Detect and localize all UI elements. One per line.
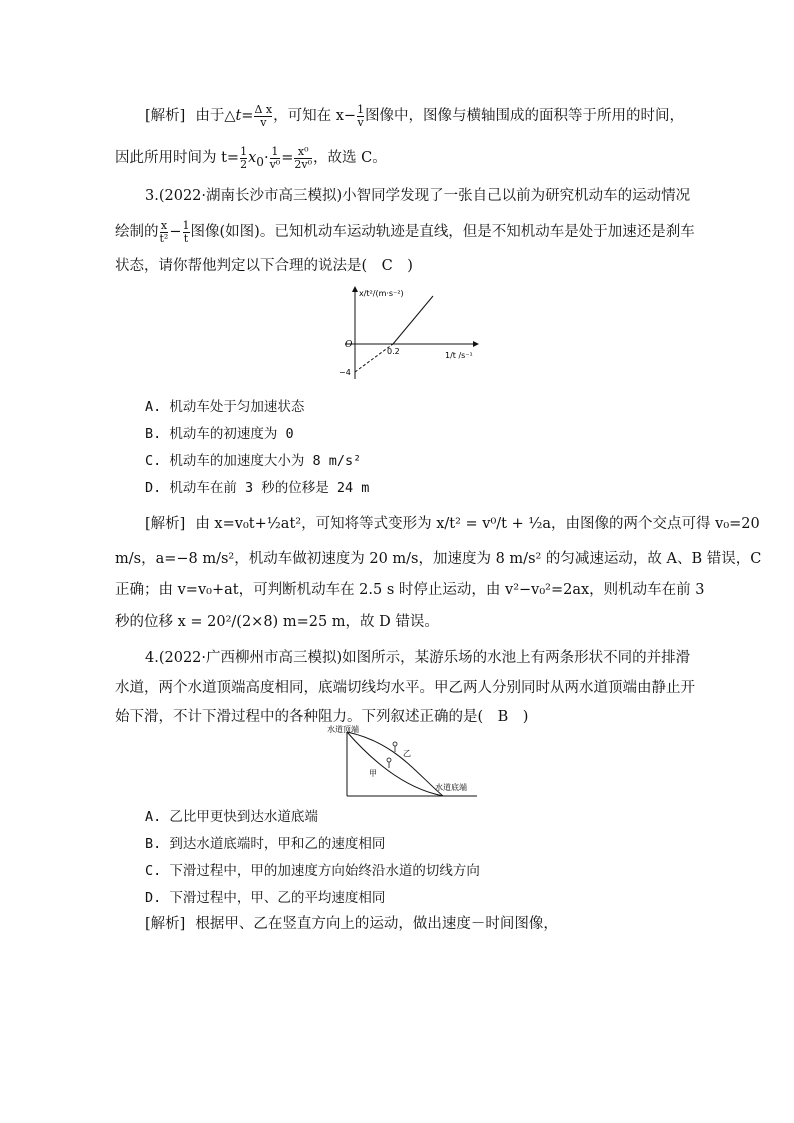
q4-stem-line-1: 4.(2022·广西柳州市高三模拟)如图所示，某游乐场的水池上有两条形状不同的并排滑: [145, 650, 691, 666]
q3-analysis-line-1: [145, 508, 760, 540]
q3-stem-line-3: 状态，请你帮他判定以下合理的说法是( C ): [115, 258, 413, 274]
x-axis-label: 1/t /s⁻¹: [445, 351, 473, 360]
bottom-label: 水道底端: [435, 783, 467, 792]
numerator: 1: [271, 144, 279, 158]
person-yi-icon: [393, 742, 397, 746]
q4-stem-line-2: 水道，两个水道顶端高度相同，底端切线均水平。甲乙两人分别同时从两水道顶端由静止开: [115, 680, 695, 696]
q4-option-c: C. 下滑过程中，甲的加速度方向始终沿水道的切线方向: [145, 863, 480, 879]
denominator: t: [183, 231, 189, 245]
y-tick-label: −4: [339, 368, 351, 377]
fraction: [254, 104, 272, 129]
q3-analysis-line-4: 秒的位移 x = 20²/(2×8) m=25 m，故 D 错误。: [115, 614, 439, 630]
q3-option-c: C. 机动车的加速度大小为 8 m/s²: [145, 453, 362, 469]
q3-stem-line-2: [115, 216, 695, 248]
analysis-tag: [解析]: [145, 516, 186, 532]
label-yi: 乙: [403, 749, 411, 758]
text: −: [169, 224, 182, 240]
denominator: v: [357, 115, 364, 129]
text: =: [281, 150, 294, 166]
analysis-tag: [解析]: [145, 108, 186, 124]
x-tick-label: 0.2: [387, 347, 400, 356]
q3-analysis-line-3: 正确；由 v=v₀+at，可判断机动车在 2.5 s 时停止运动，由 v²−v₀²=2ax，则机动车在前 3: [115, 582, 705, 598]
fraction: [270, 146, 281, 171]
text: ，故选 C。: [312, 150, 387, 166]
text: 绘制的: [115, 224, 159, 240]
fraction: [160, 220, 169, 245]
person-jia-icon: [387, 758, 391, 762]
fraction: [183, 220, 190, 245]
q4-option-b: B. 到达水道底端时，甲和乙的速度相同: [145, 836, 386, 852]
q4-analysis-line-1: [145, 908, 710, 940]
text: t=: [235, 108, 254, 124]
q2-analysis-line-2: [115, 142, 680, 178]
q3-analysis-line-2: m/s，a=−8 m/s²，机动车做初速度为 20 m/s，加速度为 8 m/s² 的匀减速运动，故 A、B 错误，C: [115, 551, 762, 567]
fraction: [357, 104, 364, 129]
q3-figure-graph: [325, 284, 485, 384]
text: x: [248, 150, 257, 166]
q2-analysis-line-1: [145, 100, 710, 132]
q4-option-a: A. 乙比甲更快到达水道底端: [145, 809, 318, 825]
denominator: v⁰: [269, 157, 281, 171]
text: ，可知在 x−: [273, 108, 357, 124]
q4-figure-slides: [325, 724, 485, 800]
top-label: 水道顶端: [327, 725, 359, 734]
text: 图像(如图)。已知机动车运动轨迹是直线，但是不知机动车是处于加速还是刹车: [190, 224, 695, 240]
q4-option-d: D. 下滑过程中，甲、乙的平均速度相同: [145, 890, 386, 906]
numerator: x⁰: [297, 144, 309, 158]
slide-jia: [347, 732, 443, 796]
text: 由 x=v₀t+½at²，可知将等式变形为 x/t² = v⁰/t + ½a，由图像的两个交点可得 v₀=20: [195, 516, 760, 532]
denominator: t²: [159, 231, 169, 245]
origin-label: O: [345, 340, 353, 350]
numerator: x: [160, 218, 168, 232]
denominator: 2: [240, 157, 248, 171]
fraction: [294, 146, 312, 171]
label-jia: 甲: [369, 769, 377, 778]
numerator: 1: [240, 144, 248, 158]
slide-yi: [347, 732, 443, 796]
q3-option-d: D. 机动车在前 3 秒的位移是 24 m: [145, 480, 370, 496]
fraction: [240, 146, 247, 171]
numerator: 1: [182, 218, 190, 232]
x-axis-arrow: [473, 341, 479, 347]
subscript: 0: [256, 154, 264, 169]
text: ·: [263, 150, 269, 166]
q3-option-b: B. 机动车的初速度为 0: [145, 426, 294, 442]
q3-stem-line-1: 3.(2022·湖南长沙市高三模拟)小智同学发现了一张自己以前为研究机动车的运动情况: [145, 188, 691, 204]
y-axis-arrow: [352, 286, 358, 292]
numerator: Δ x: [254, 102, 273, 116]
y-axis-label: x/t²/(m·s⁻²): [359, 289, 404, 298]
text: 根据甲、乙在竖直方向上的运动，做出速度－时间图像，: [195, 916, 558, 932]
text: 图像中，图像与横轴围成的面积等于所用的时间，: [365, 108, 685, 124]
text: 因此所用时间为 t=: [115, 150, 240, 166]
denominator: 2v⁰: [294, 157, 312, 171]
numerator: 1: [357, 102, 365, 116]
analysis-tag: [解析]: [145, 916, 186, 932]
solid-line-segment: [393, 296, 433, 344]
text: 由于△: [195, 108, 236, 124]
q3-option-a: A. 机动车处于匀加速状态: [145, 399, 305, 415]
q4-stem-line-3: 始下滑，不计下滑过程中的各种阻力。下列叙述正确的是( B ): [115, 709, 529, 725]
denominator: v: [254, 116, 272, 129]
